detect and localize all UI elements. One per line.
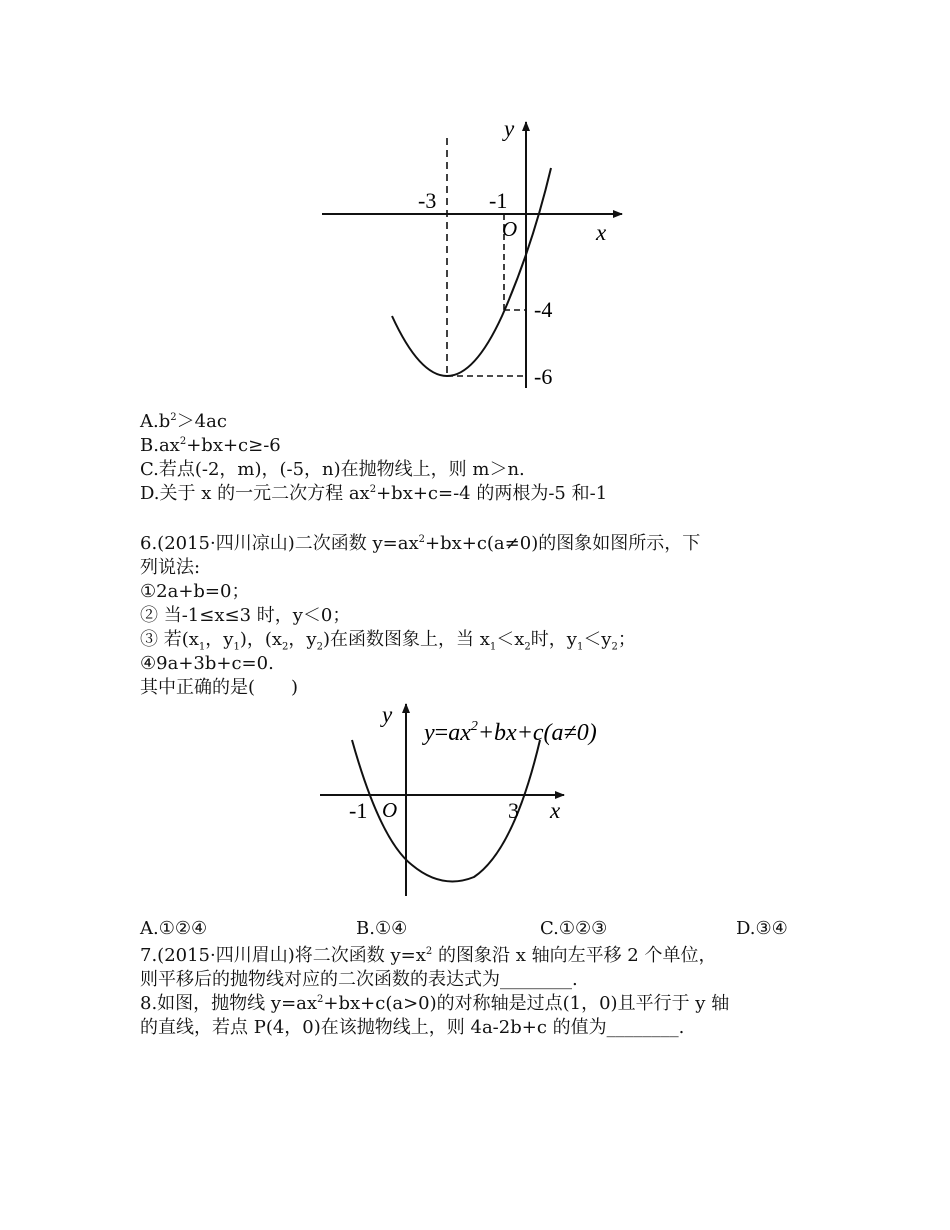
y-axis-label: y (504, 118, 515, 141)
q6-option-c: C.①②③ (540, 918, 608, 939)
q5-option-d: D.关于 x 的一元二次方程 $ax^2+bx+c=-4$ 的两根为-5 和-1 (140, 483, 608, 504)
tick-label-neg3: -3 (418, 188, 437, 213)
tick-label-neg4: -4 (534, 297, 553, 322)
q7-stem-line2: 则平移后的抛物线对应的二次函数的表达式为________. (140, 969, 578, 990)
q6-prompt: 其中正确的是( ) (140, 677, 299, 698)
tick-label-3: 3 (508, 798, 519, 823)
tick-label-neg1: -1 (489, 188, 508, 213)
q6-statement-2: ② 当-1≤x≤3 时，y＜0； (140, 605, 351, 626)
q8-stem-line2: 的直线，若点 P(4，0)在该抛物线上，则 4a-2b+c 的值为________. (140, 1017, 685, 1038)
x-axis-label: x (596, 220, 607, 245)
tick-label-neg6: -6 (534, 364, 553, 389)
q6-statement-1: ①2a+b=0； (140, 581, 250, 602)
q5-option-a: $A.b^2>4ac$ (140, 411, 227, 432)
y-axis-label: y (382, 702, 393, 727)
x-axis-label: x (550, 798, 561, 823)
q6-option-d: D.③④ (736, 918, 788, 939)
q7-stem-line1: 7.(2015·四川眉山)将二次函数 $y=x^2$ 的图象沿 x 轴向左平移 2 个单位， (140, 945, 717, 966)
q6-options-row (140, 918, 840, 941)
origin-label: O (382, 798, 398, 822)
figure-2-parabola-graph (318, 700, 628, 904)
q6-option-b: B.①④ (356, 918, 408, 939)
origin-label: O (502, 217, 518, 241)
q8-stem-line1: 8.如图，抛物线 $y=ax^2+bx+c(a>0)$的对称轴是过点(1，0)且平行于 y 轴 (140, 993, 730, 1014)
q6-stem-line2: 列说法: (140, 557, 201, 578)
parabola-curve (392, 168, 551, 376)
q6-statement-4: ④9a+3b+c=0. (140, 653, 274, 674)
q6-option-a: A.①②④ (140, 918, 208, 939)
q5-option-b: $B.ax^2+bx+c\ge-6$ (140, 435, 281, 456)
q5-option-c: C.若点(-2，m)，(-5，n)在抛物线上，则 m＞n. (140, 459, 525, 480)
figure-1-parabola-graph (322, 118, 628, 390)
q6-statement-3: ③ 若($x_1$，$y_1$)，($x_2$，$y_2$)在函数图象上，当 $x_1<x_2$时，$y_1<y_2$； (140, 629, 636, 653)
function-equation-label: $y=ax^2+bx+c(a\ne 0)$ (424, 719, 597, 746)
tick-label-neg1: -1 (349, 798, 368, 823)
q6-stem-line1: 6.(2015·四川凉山)二次函数 $y=ax^2+bx+c(a\ne 0)$的图象如图所示，下 (140, 533, 701, 554)
